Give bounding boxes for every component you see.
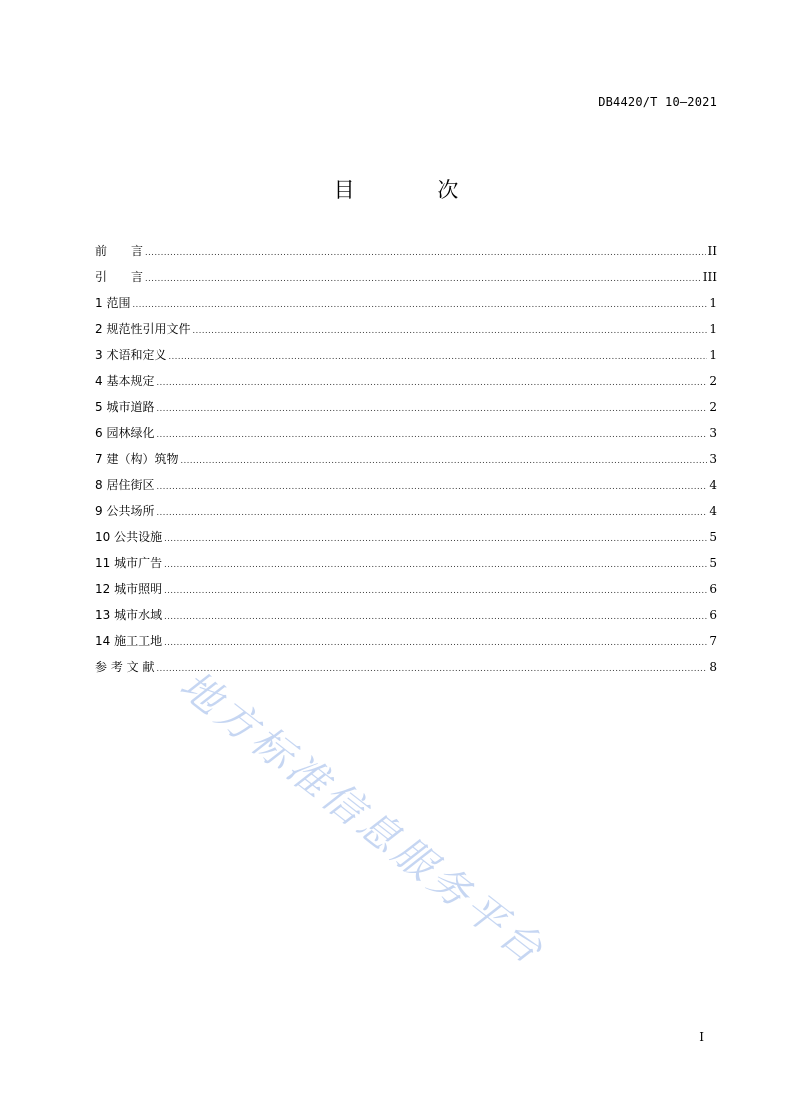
toc-entry-label: 8 居住街区 [95, 478, 155, 492]
page-number: I [699, 1030, 704, 1044]
toc-entry-label: 13 城市水域 [95, 608, 163, 622]
toc-leader-dots [156, 396, 707, 422]
toc-leader-dots [156, 656, 707, 682]
toc-entry-page: 5 [709, 556, 717, 570]
toc-entry[interactable] [95, 420, 717, 446]
toc-entry-label: 11 城市广告 [95, 556, 163, 570]
toc-leader-dots [132, 292, 707, 318]
toc-entry-page: 6 [709, 608, 717, 622]
page-title: 目 次 [333, 178, 497, 202]
toc-entry-page: 4 [709, 478, 717, 492]
toc-entry-page: 7 [709, 634, 717, 648]
toc-entry[interactable] [95, 498, 717, 524]
toc-entry-label: 7 建（构）筑物 [95, 452, 179, 466]
toc-leader-dots [164, 630, 707, 656]
toc-entry[interactable] [95, 264, 717, 290]
toc-entry-page: 3 [709, 452, 717, 466]
toc-leader-dots [145, 266, 701, 292]
toc-entry-label: 10 公共设施 [95, 530, 163, 544]
toc-leader-dots [168, 344, 707, 370]
toc-entry-label: 引 言 [95, 270, 144, 284]
toc-entry-label: 6 园林绿化 [95, 426, 155, 440]
toc-leader-dots [164, 526, 707, 552]
toc-entry[interactable] [95, 524, 717, 550]
toc-leader-dots [156, 370, 707, 396]
toc-entry[interactable] [95, 550, 717, 576]
toc-entry-page: II [707, 244, 717, 258]
toc-entry-label: 1 范围 [95, 296, 131, 310]
toc-entry[interactable] [95, 394, 717, 420]
toc-entry[interactable] [95, 290, 717, 316]
toc-entry-page: 6 [709, 582, 717, 596]
toc-leader-dots [180, 448, 707, 474]
toc-entry-label: 5 城市道路 [95, 400, 155, 414]
toc-entry-page: 1 [709, 296, 717, 310]
toc-entry-label: 14 施工工地 [95, 634, 163, 648]
toc-entry-page: 1 [709, 322, 717, 336]
toc-leader-dots [164, 578, 707, 604]
toc-entry-label: 3 术语和定义 [95, 348, 167, 362]
toc-leader-dots [164, 552, 707, 578]
toc-entry[interactable] [95, 602, 717, 628]
toc-entry-label: 9 公共场所 [95, 504, 155, 518]
toc-entry-page: 5 [709, 530, 717, 544]
watermark: 地方标准信息服务平台 [171, 662, 555, 976]
toc-entry[interactable] [95, 342, 717, 368]
toc-entry-page: 3 [709, 426, 717, 440]
toc-entry-page: 1 [709, 348, 717, 362]
toc-entry-label: 12 城市照明 [95, 582, 163, 596]
toc-leader-dots [192, 318, 707, 344]
document-code: DB4420/T 10—2021 [598, 95, 717, 109]
toc-entry-page: III [702, 270, 717, 284]
toc-entry[interactable] [95, 472, 717, 498]
toc-entry-page: 2 [709, 400, 717, 414]
toc-entry-page: 8 [709, 660, 717, 674]
toc-entry[interactable] [95, 238, 717, 264]
toc-leader-dots [156, 474, 707, 500]
toc-entry[interactable] [95, 576, 717, 602]
toc-entry-page: 4 [709, 504, 717, 518]
table-of-contents [95, 238, 717, 680]
toc-leader-dots [156, 422, 707, 448]
toc-leader-dots [156, 500, 707, 526]
toc-entry[interactable] [95, 316, 717, 342]
toc-entry-label: 4 基本规定 [95, 374, 155, 388]
toc-entry-label: 前 言 [95, 244, 144, 258]
toc-entry-label: 2 规范性引用文件 [95, 322, 191, 336]
toc-entry[interactable] [95, 446, 717, 472]
toc-entry-page: 2 [709, 374, 717, 388]
toc-entry[interactable] [95, 628, 717, 654]
toc-leader-dots [145, 240, 706, 266]
toc-entry[interactable] [95, 368, 717, 394]
toc-leader-dots [164, 604, 707, 630]
toc-entry-label: 参 考 文 献 [95, 660, 155, 674]
